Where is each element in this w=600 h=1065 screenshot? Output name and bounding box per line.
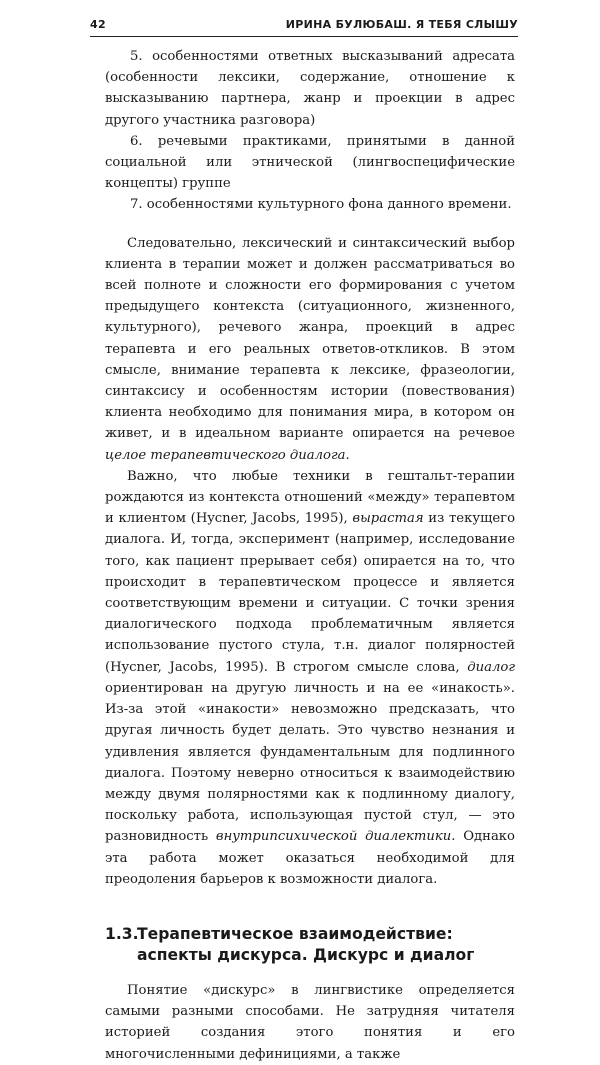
spacer	[105, 224, 515, 233]
section-number: 1.3.	[105, 924, 139, 943]
body-text	[105, 46, 515, 1065]
section-heading	[105, 924, 515, 966]
running-title: ИРИНА БУЛЮБАШ. Я ТЕБЯ СЛЫШУ	[285, 18, 518, 31]
paragraph-2-italic-a: вырастая	[352, 511, 424, 527]
list-item	[105, 194, 515, 215]
list-item-text: особенностями культурного фона данного времени.	[146, 197, 512, 213]
paragraph-2-italic-c: внутрипсихической диалектики	[215, 829, 452, 845]
header-rule	[90, 36, 518, 37]
list-item-number: 6.	[130, 133, 143, 149]
paragraph-3-text: Понятие «дискурс» в лингвистике определяется самыми разными способами. Не затрудняя читателя историей создания этого понятия и его многочисленными дефинициями, а также	[105, 982, 515, 1062]
numbered-list	[105, 46, 515, 216]
paragraph-1-end: .	[345, 447, 350, 463]
list-item-text: речевыми практиками, принятыми в данной социальной или этнической (лингвоспецифические концепты) группе	[105, 133, 515, 192]
paragraph-1	[105, 233, 515, 466]
paragraph-2	[105, 466, 515, 890]
list-item-number: 5.	[130, 49, 143, 64]
paragraph-2-text-a: Важно, что любые техники в гештальт-терапии рождаются из контекста отношений «между» терапевтом и клиентом (Hycner, Jacobs, 1995),	[105, 468, 515, 527]
running-header	[90, 16, 518, 36]
paragraph-1-italic: целое терапевтического диалога	[105, 447, 346, 463]
paragraph-2-text-c: ориентирован на другую личность и на ее «инакость». Из-за этой «инакости» невозможно предсказать, что другая личность будет делать. Это чувство незнания и удивления является фундаментальным для подлинного диалога. Поэтому неверно относиться к взаимодействию между двумя полярностями как к подлинному диалогу, поскольку работа, использующая пустой стул, — это разновидность	[105, 680, 515, 845]
list-item-text: особенностями ответных высказываний адресата (особенности лексики, содержание, отношение к высказыванию партнера, жанр и проекции в адрес другого участника разговора)	[105, 49, 515, 128]
paragraph-2-text-d: . Однако эта работа может оказаться необходимой для преодоления барьеров к возможности диалога.	[105, 829, 515, 887]
section-title: Терапевтическое взаимодействие: аспекты дискурса. Дискурс и диалог	[137, 924, 475, 964]
list-item	[105, 131, 515, 195]
page-number: 42	[90, 18, 106, 31]
paragraph-2-text-b: из текущего диалога. И, тогда, эксперимент (например, исследование того, как пациент прерывает себя) опирается на то, что происходит в терапевтическом процессе и является соответствующим времени и ситуации. С точки зрения диалогического подхода проблематичным является использование пустого стула, т.н. диалог полярностей (Hycner, Jacobs, 1995). В строгом смысле слова,	[105, 511, 516, 675]
paragraph-3	[105, 980, 515, 1065]
list-item	[105, 46, 515, 131]
paragraph-2-italic-b: диалог	[467, 659, 515, 675]
list-item-number: 7.	[130, 197, 143, 213]
paragraph-1-text: Следовательно, лексический и синтаксический выбор клиента в терапии может и должен рассматриваться во всей полноте и сложности его формирования с учетом предыдущего контекста (ситуационного, жизненного, культурного), речевого жанра, проекций в адрес терапевта и его реальных ответов-откликов. В этом смысле, внимание терапевта к лексике, фразеологии, синтаксису и особенностям истории (повествования) клиента необходимо для понимания мира, в котором он живет, и в идеальном варианте опирается на речевое	[105, 235, 515, 442]
